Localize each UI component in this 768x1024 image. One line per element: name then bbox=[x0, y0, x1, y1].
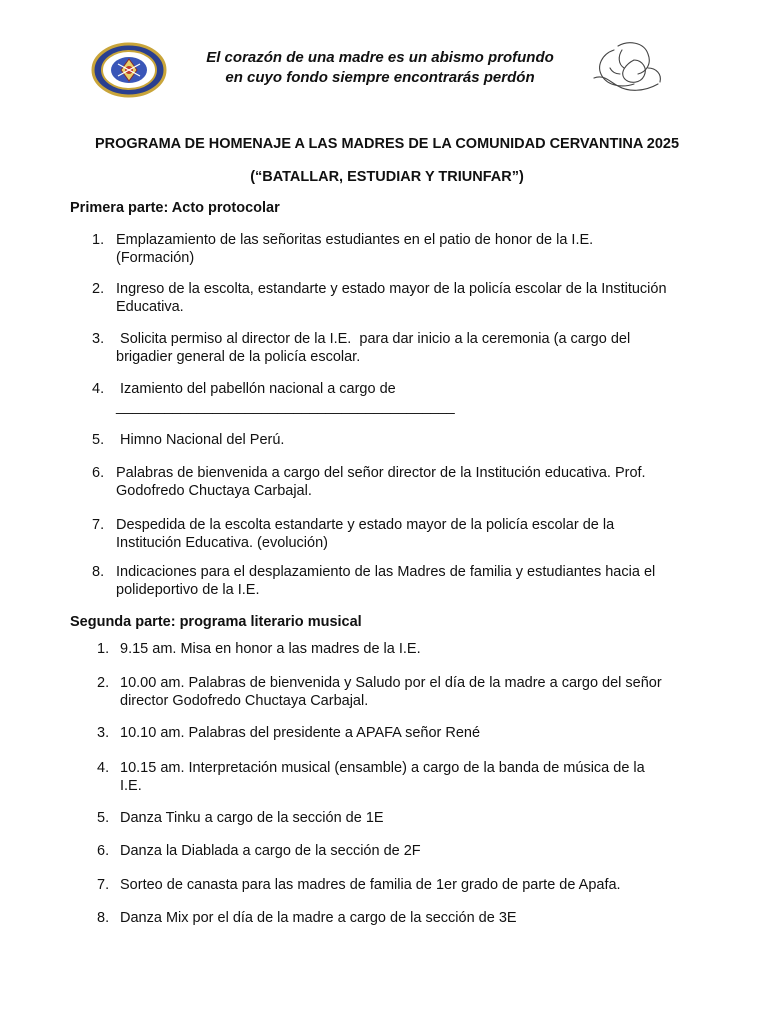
motto bbox=[185, 48, 575, 88]
list-item-text: Himno Nacional del Perú. bbox=[116, 432, 285, 448]
list-item-number: 4. bbox=[97, 760, 110, 776]
list-item-number: 8. bbox=[97, 910, 110, 926]
document-subtitle: (“BATALLAR, ESTUDIAR Y TRIUNFAR”) bbox=[250, 169, 524, 185]
list-item-number: 3. bbox=[92, 331, 105, 347]
list-item-text: Danza Tinku a cargo de la sección de 1E bbox=[120, 810, 384, 826]
list-item-text: Ingreso de la escolta, estandarte y estado mayor de la policía escolar de la Institución Educativa. bbox=[116, 281, 667, 315]
list-item-number: 3. bbox=[97, 725, 110, 741]
list-item-text: 10.00 am. Palabras de bienvenida y Saludo por el día de la madre a cargo del señor director Godofredo Chuctaya Carbajal. bbox=[120, 675, 662, 709]
list-item-number: 4. bbox=[92, 381, 105, 397]
list-item-number: 5. bbox=[97, 810, 110, 826]
list-item-number: 6. bbox=[97, 843, 110, 859]
school-crest-icon bbox=[90, 42, 168, 98]
list-item-number: 1. bbox=[92, 232, 105, 248]
list-item-number: 1. bbox=[97, 641, 110, 657]
list-item-text: Despedida de la escolta estandarte y estado mayor de la policía escolar de la Institución Educativa. (evolución) bbox=[116, 517, 615, 551]
list-item-text: 10.15 am. Interpretación musical (ensamble) a cargo de la banda de música de la I.E. bbox=[120, 760, 645, 794]
list-item-text: Solicita permiso al director de la I.E. para dar inicio a la ceremonia (a cargo del brigadier general de la policía escolar. bbox=[116, 331, 631, 365]
list-item-text: Danza Mix por el día de la madre a cargo de la sección de 3E bbox=[120, 910, 517, 926]
list-item-text: Palabras de bienvenida a cargo del señor director de la Institución educativa. Prof. Godofredo Chuctaya Carbajal. bbox=[116, 465, 646, 499]
list-item-text: 10.10 am. Palabras del presidente a APAFA señor René bbox=[120, 725, 481, 741]
document-title: PROGRAMA DE HOMENAJE A LAS MADRES DE LA COMUNIDAD CERVANTINA 2025 bbox=[94, 136, 680, 152]
section-heading-part1: Primera parte: Acto protocolar bbox=[70, 200, 280, 216]
list-item-number: 6. bbox=[92, 465, 105, 481]
list-item-text: Indicaciones para el desplazamiento de las Madres de familia y estudiantes hacia el polideportivo de la I.E. bbox=[116, 564, 656, 598]
mother-and-child-icon bbox=[588, 38, 670, 96]
list-item-number: 8. bbox=[92, 564, 105, 580]
list-item-text: Emplazamiento de las señoritas estudiantes en el patio de honor de la I.E. (Formación) bbox=[116, 232, 594, 266]
section-heading-part2: Segunda parte: programa literario musical bbox=[70, 614, 362, 630]
list-item-number: 2. bbox=[92, 281, 105, 297]
list-item-text: Danza la Diablada a cargo de la sección de 2F bbox=[120, 843, 421, 859]
motto-line-2: en cuyo fondo siempre encontrarás perdón bbox=[225, 69, 535, 86]
list-item-number: 2. bbox=[97, 675, 110, 691]
list-item-text: 9.15 am. Misa en honor a las madres de la I.E. bbox=[120, 641, 421, 657]
document-header bbox=[0, 38, 768, 108]
list-item-number: 7. bbox=[97, 877, 110, 893]
list-item-text: Sorteo de canasta para las madres de familia de 1er grado de parte de Apafa. bbox=[120, 877, 621, 893]
list-item-number: 7. bbox=[92, 517, 105, 533]
motto-line-1: El corazón de una madre es un abismo profundo bbox=[206, 49, 554, 66]
list-item-number: 5. bbox=[92, 432, 105, 448]
list-item-text: Izamiento del pabellón nacional a cargo de __________________________________________ bbox=[116, 381, 455, 415]
